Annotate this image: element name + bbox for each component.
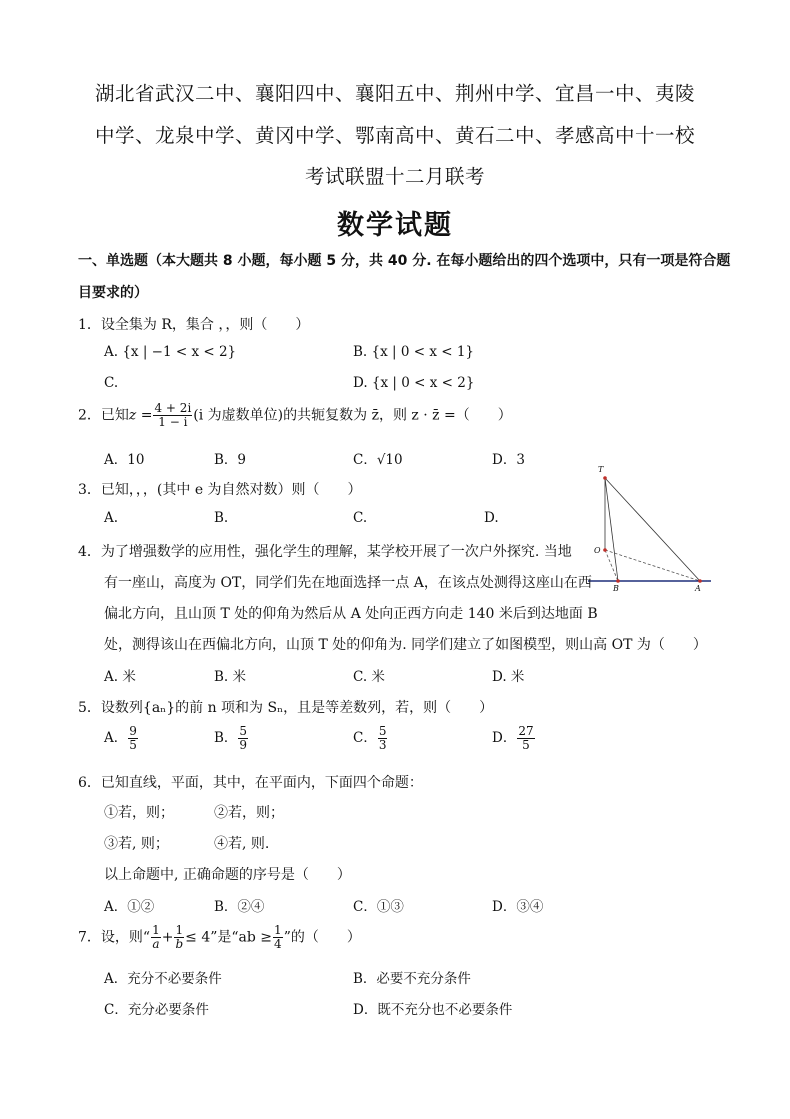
question-1-option-a: A. {x | −1 < x < 2} bbox=[104, 344, 237, 360]
question-7-fraction-2-numerator: 1 bbox=[175, 923, 184, 937]
question-6-option-a: A．①② bbox=[104, 899, 155, 915]
question-4-option-b: B. 米 bbox=[214, 669, 247, 685]
question-2-prefix: 2．已知 bbox=[78, 407, 129, 424]
question-1-option-d: D. {x | 0 < x < 2} bbox=[353, 375, 475, 391]
question-7-option-a: A．充分不必要条件 bbox=[104, 971, 222, 987]
section-heading-line-1: 一、单选题（本大题共 8 小题，每小题 5 分，共 40 分. 在每小题给出的四个选项中，只有一项是符合题 bbox=[78, 253, 731, 269]
question-5-option-c-denominator: 3 bbox=[378, 738, 387, 752]
question-2-suffix: (i 为虚数单位)的共轭复数为 z̄，则 z · z̄ =（ ） bbox=[193, 407, 512, 424]
question-5-option-a-numerator: 9 bbox=[129, 724, 137, 738]
question-5-option-d-denominator: 5 bbox=[522, 738, 530, 752]
question-4-option-d: D. 米 bbox=[492, 669, 525, 685]
question-6-option-d: D．③④ bbox=[492, 899, 544, 915]
question-7-plus: + bbox=[161, 929, 174, 946]
question-5-option-b bbox=[214, 725, 249, 752]
question-5-option-d-numerator: 27 bbox=[518, 724, 534, 738]
diagram-label-o: O bbox=[594, 546, 601, 555]
question-4-line-2: 有一座山，高度为 OT，同学们先在地面选择一点 A，在该点处测得这座山在西 bbox=[104, 575, 592, 591]
question-4-option-c: C. 米 bbox=[353, 669, 385, 685]
diagram-label-a: A bbox=[695, 584, 701, 593]
question-6-option-c: C．①③ bbox=[353, 899, 404, 915]
diagram-point-b bbox=[616, 579, 620, 583]
question-6-ask: 以上命题中, 正确命题的序号是（ ） bbox=[104, 867, 351, 883]
question-7-fraction-3-denominator: 4 bbox=[274, 937, 282, 951]
question-4-line-3: 偏北方向，且山顶 T 处的仰角为然后从 A 处向正西方向走 140 米后到达地面 B bbox=[104, 606, 598, 622]
question-6-proposition-3: ③若, 则； bbox=[104, 836, 169, 852]
question-5-option-a-denominator: 5 bbox=[129, 738, 137, 752]
question-3-option-b: B. bbox=[214, 510, 229, 526]
question-7-option-b: B．必要不充分条件 bbox=[353, 971, 471, 987]
question-5-option-a bbox=[104, 725, 139, 752]
question-3-option-a: A. bbox=[104, 510, 119, 526]
diagram-label-b: B bbox=[613, 584, 619, 593]
diagram-point-o bbox=[603, 548, 607, 552]
question-7-fraction-1 bbox=[151, 924, 161, 951]
question-5-option-b-fraction bbox=[238, 725, 248, 752]
question-1-option-b: B. {x | 0 < x < 1} bbox=[353, 344, 475, 360]
question-7-text bbox=[78, 924, 361, 951]
question-2-fraction-denominator: 1 − i bbox=[158, 415, 188, 429]
question-7-fraction-1-denominator: a bbox=[152, 937, 160, 951]
page-title: 数学试题 bbox=[337, 210, 453, 241]
question-6-text: 6．已知直线，平面，其中，在平面内，下面四个命题： bbox=[78, 775, 423, 791]
mountain-diagram bbox=[585, 460, 715, 600]
question-1-option-c: C. bbox=[104, 375, 119, 391]
question-7-fraction-2-denominator: b bbox=[175, 937, 184, 951]
exam-header-line-1: 湖北省武汉二中、襄阳四中、襄阳五中、荆州中学、宜昌一中、夷陵 bbox=[94, 82, 695, 105]
question-7-option-d: D．既不充分也不必要条件 bbox=[353, 1002, 513, 1018]
question-2-z: z = bbox=[128, 407, 153, 424]
question-3-text: 3．已知，，，(其中 e 为自然对数）则（ ） bbox=[78, 482, 362, 498]
question-2-option-a: A．10 bbox=[104, 452, 145, 468]
question-5-option-d-label: D． bbox=[492, 730, 517, 746]
exam-header-line-2: 中学、龙泉中学、黄冈中学、鄂南高中、黄石二中、孝感高中十一校 bbox=[94, 124, 695, 147]
question-5-option-a-label: A． bbox=[104, 730, 128, 746]
question-5-option-b-label: B． bbox=[214, 730, 238, 746]
question-1-text: 1．设全集为 R，集合 ，，则（ ） bbox=[78, 317, 310, 333]
question-5-option-b-denominator: 9 bbox=[239, 738, 248, 752]
question-7-fraction-3 bbox=[273, 924, 283, 951]
question-5-option-b-numerator: 5 bbox=[239, 724, 248, 738]
question-2-option-d: D．3 bbox=[492, 452, 525, 468]
question-2-option-b: B．9 bbox=[214, 452, 247, 468]
question-6-option-b: B．②④ bbox=[214, 899, 265, 915]
question-5-option-d-fraction bbox=[517, 725, 534, 752]
exam-header-line-3: 考试联盟十二月联考 bbox=[304, 165, 485, 188]
question-6-proposition-2: ②若，则； bbox=[214, 805, 284, 821]
question-5-option-c bbox=[353, 725, 388, 752]
question-7-fraction-2 bbox=[174, 924, 184, 951]
question-7-fraction-3-numerator: 1 bbox=[274, 923, 282, 937]
question-7-middle: ≤ 4”是“ab ≥ bbox=[185, 929, 273, 946]
question-5-option-c-numerator: 5 bbox=[378, 724, 387, 738]
question-7-option-c: C．充分必要条件 bbox=[104, 1002, 209, 1018]
diagram-point-a bbox=[698, 579, 702, 583]
question-2-option-c: C．√10 bbox=[353, 452, 403, 468]
diagram-edge-ta bbox=[605, 478, 700, 581]
question-4-line-4: 处，测得该山在西偏北方向，山顶 T 处的仰角为. 同学们建立了如图模型，则山高 OT 为（ ） bbox=[104, 637, 707, 653]
question-4-line-1: 4．为了增强数学的应用性，强化学生的理解，某学校开展了一次户外探究. 当地 bbox=[78, 544, 572, 560]
question-7-suffix: ”的（ ） bbox=[283, 929, 361, 946]
question-5-option-d bbox=[492, 725, 536, 752]
section-heading-line-2: 目要求的） bbox=[78, 285, 148, 301]
question-4-option-a: A. 米 bbox=[104, 669, 136, 685]
question-5-text: 5．设数列{aₙ}的前 n 项和为 Sₙ，且是等差数列，若，则（ ） bbox=[78, 700, 494, 716]
question-7-fraction-1-numerator: 1 bbox=[152, 923, 160, 937]
question-5-option-c-fraction bbox=[378, 725, 388, 752]
diagram-point-t bbox=[603, 476, 607, 480]
question-7-prefix: 7．设，则“ bbox=[78, 929, 151, 946]
question-2-fraction-numerator: 4 + 2i bbox=[154, 401, 192, 415]
question-5-option-c-label: C． bbox=[353, 730, 377, 746]
question-5-option-a-fraction bbox=[128, 725, 138, 752]
question-2-text bbox=[78, 402, 512, 429]
question-2-fraction bbox=[153, 402, 192, 429]
question-6-proposition-4: ④若, 则. bbox=[214, 836, 270, 852]
diagram-label-t: T bbox=[598, 465, 604, 474]
question-6-proposition-1: ①若，则； bbox=[104, 805, 174, 821]
question-3-option-c: C. bbox=[353, 510, 368, 526]
question-3-option-d: D. bbox=[484, 510, 499, 526]
